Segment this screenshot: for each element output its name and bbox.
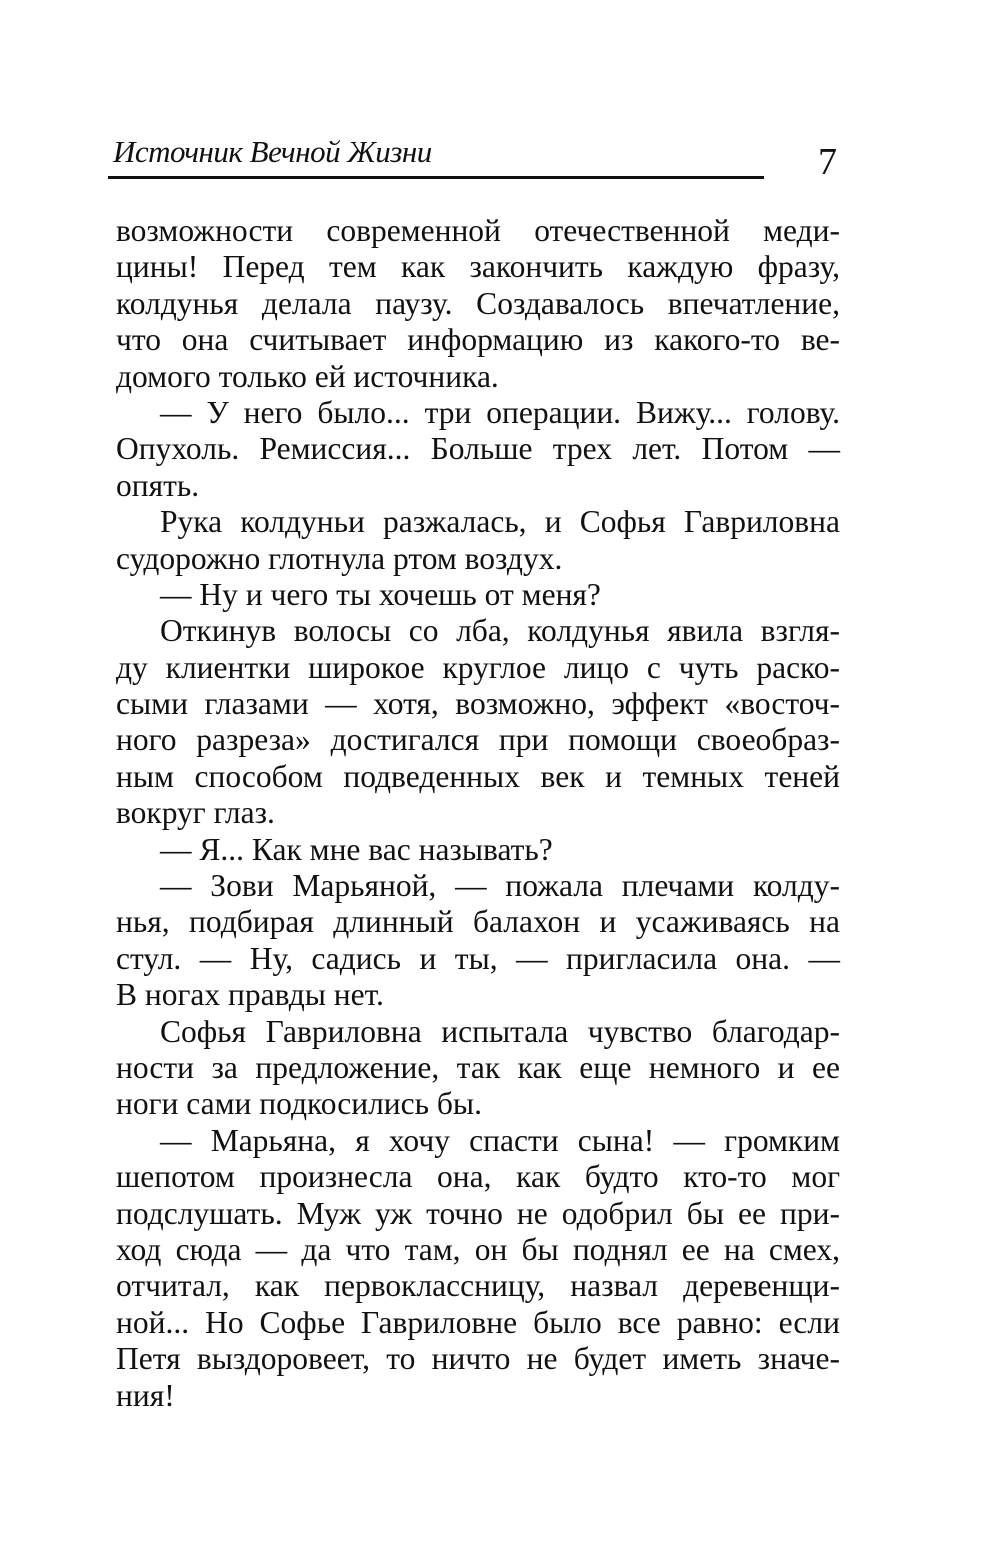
text-line: Петя выздоровеет, то ничто не будет иметь значе- xyxy=(116,1341,840,1377)
body-text xyxy=(116,213,840,1414)
text-line: ния! xyxy=(116,1377,175,1413)
text-line: ным способом подведенных век и темных теней xyxy=(116,758,840,794)
text-line: что она считывает информацию из какого-то ве- xyxy=(116,322,840,358)
text-line: — У него было... три операции. Вижу... голову. xyxy=(160,394,840,430)
text-line: отчитал, как первоклассницу, назвал деревенщи- xyxy=(116,1268,840,1304)
text-line: нья, подбирая длинный балахон и усаживаясь на xyxy=(116,904,840,940)
text-line: Откинув волосы со лба, колдунья явила взгля- xyxy=(160,613,840,649)
running-title: Источник Вечной Жизни xyxy=(113,134,432,169)
text-line: ного разреза» достигался при помощи своеобраз- xyxy=(116,722,840,758)
text-line: вокруг глаз. xyxy=(116,795,275,831)
page-number: 7 xyxy=(818,141,837,183)
text-line: Софья Гавриловна испытала чувство благодар- xyxy=(160,1013,840,1049)
text-line: Опухоль. Ремиссия... Больше трех лет. Потом — xyxy=(116,431,840,467)
text-line: ности за предложение, так как еще немного и ее xyxy=(116,1049,840,1085)
text-line: шепотом произнесла она, как будто кто-то мог xyxy=(116,1159,840,1195)
text-line: ной... Но Софье Гавриловне было все равно: если xyxy=(116,1304,840,1340)
text-line: В ногах правды нет. xyxy=(116,977,384,1013)
header-rule xyxy=(108,176,764,179)
text-line: ноги сами подкосились бы. xyxy=(116,1086,482,1122)
text-line: — Марьяна, я хочу спасти сына! — громким xyxy=(160,1122,840,1158)
text-line: подслушать. Муж уж точно не одобрил бы ее при- xyxy=(116,1195,840,1231)
text-line: Рука колдуньи разжалась, и Софья Гавриловна xyxy=(160,504,840,540)
text-line: судорожно глотнула ртом воздух. xyxy=(116,540,563,576)
text-line: — Зови Марьяной, — пожала плечами колду- xyxy=(160,868,840,904)
text-line: цины! Перед тем как закончить каждую фразу, xyxy=(116,249,840,285)
text-line: возможности современной отечественной меди- xyxy=(116,213,840,248)
text-line: — Ну и чего ты хочешь от меня? xyxy=(160,576,601,612)
text-line: опять. xyxy=(116,467,200,503)
text-line: ход сюда — да что там, он бы поднял ее на смех, xyxy=(116,1231,840,1267)
text-line: сыми глазами — хотя, возможно, эффект «восточ- xyxy=(116,686,840,722)
text-line: колдунья делала паузу. Создавалось впечатление, xyxy=(116,285,840,321)
text-line: домого только ей источника. xyxy=(116,358,499,394)
text-line: — Я... Как мне вас называть? xyxy=(160,831,553,867)
text-line: ду клиентки широкое круглое лицо с чуть раско- xyxy=(116,649,840,685)
text-line: стул. — Ну, садись и ты, — пригласила она. — xyxy=(116,940,840,976)
